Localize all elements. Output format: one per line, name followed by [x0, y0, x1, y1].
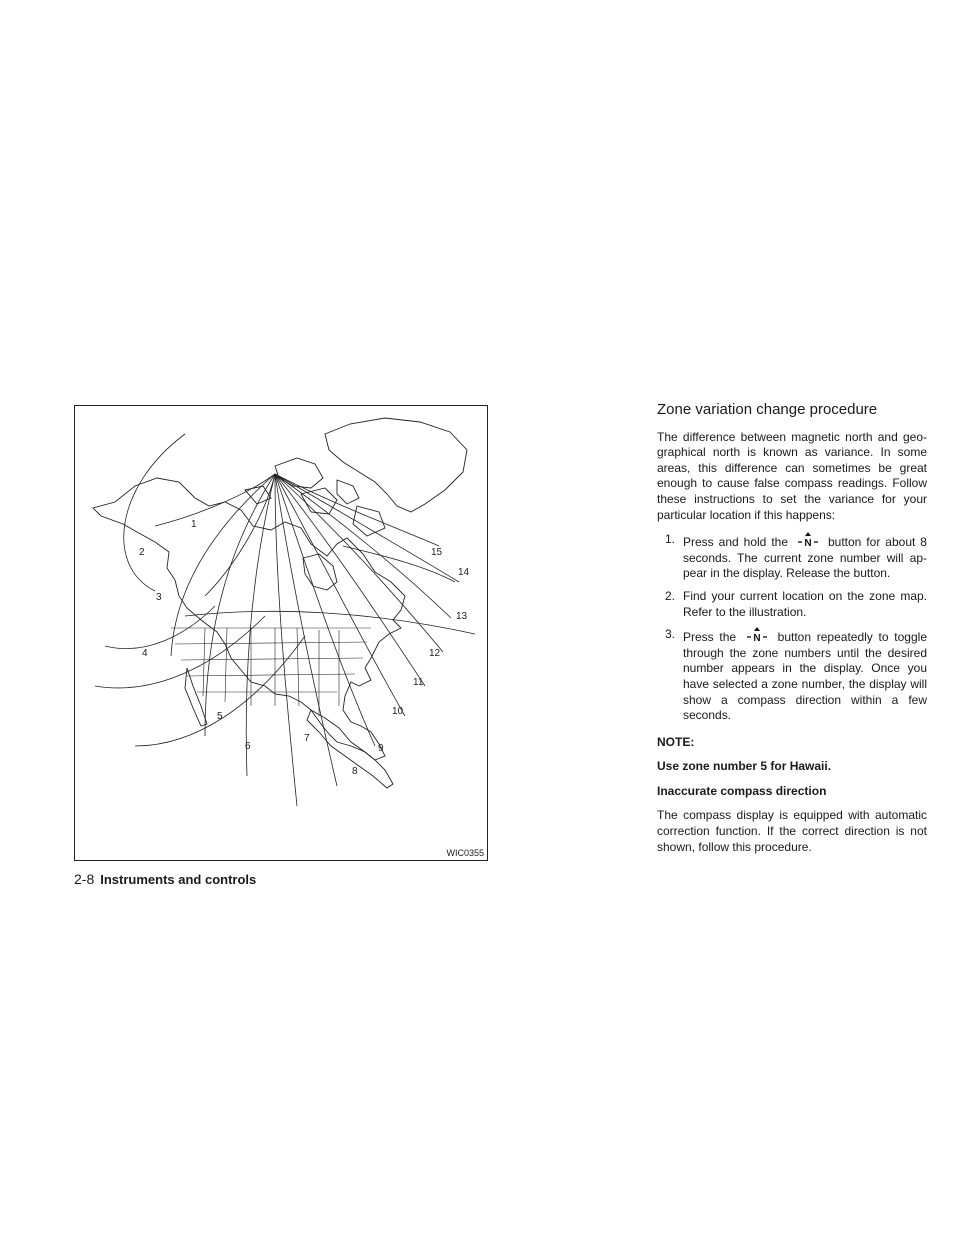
zone-lines: [155, 474, 459, 806]
zone-label-5: 5: [217, 711, 223, 722]
note-text: Use zone number 5 for Hawaii.: [657, 759, 832, 774]
zone-label-3: 3: [156, 592, 162, 603]
zone-label-6: 6: [245, 741, 251, 752]
zone-label-11: 11: [413, 677, 424, 688]
note-label: NOTE:: [657, 734, 695, 749]
zone-label-1: 1: [191, 519, 197, 530]
section-title: Instruments and controls: [100, 872, 257, 887]
zone-map-figure: [74, 405, 488, 861]
zone-label-7: 7: [304, 733, 310, 744]
page-number: 2-8: [74, 871, 95, 887]
subheading: Inaccurate compass direction: [657, 783, 827, 798]
figure-code: WIC0355: [446, 848, 484, 858]
text-column: [657, 402, 927, 864]
step-text-after: button for about 8 seconds. The current zone number will ap-pear in the display. Release the button.: [683, 535, 927, 581]
intro-paragraph: The difference between magnetic north and geo-graphical north is known as variance. In some areas, this difference can sometimes be great enough to cause false compass readings. Follow these instructions to set the variance for your particular location if this happens:: [657, 429, 927, 522]
zone-label-8: 8: [352, 766, 358, 777]
svg-text:N: N: [753, 633, 761, 645]
page-footer: [74, 871, 256, 887]
zone-label-4: 4: [142, 648, 148, 659]
step-number: 2.: [665, 588, 676, 603]
zone-label-15: 15: [431, 547, 443, 558]
zone-label-13: 13: [456, 611, 468, 622]
step-text: Find your current location on the zone map. Refer to the illustration.: [683, 588, 927, 619]
step-text-before: Press the: [683, 630, 737, 645]
step-1: [657, 532, 927, 582]
state-boundaries: [171, 628, 371, 716]
zone-label-2: 2: [139, 547, 145, 558]
zone-label-10: 10: [392, 706, 404, 717]
closing-paragraph: The compass display is equipped with automatic correction function. If the correct direction is not shown, follow this procedure.: [657, 808, 927, 854]
zone-label-12: 12: [429, 648, 441, 659]
zone-label-14: 14: [458, 567, 470, 578]
svg-text:N: N: [804, 538, 812, 550]
greenland-outline: [325, 418, 467, 512]
zone-map-illustration: [75, 406, 487, 860]
zone-label-9: 9: [378, 743, 384, 754]
step-3: [657, 627, 927, 724]
step-text-before: Press and hold the: [683, 535, 788, 550]
section-heading: Zone variation change procedure: [657, 401, 878, 418]
step-number: 1.: [665, 532, 676, 547]
step-2: [657, 589, 927, 620]
step-number: 3.: [665, 627, 676, 642]
compass-north-icon: [798, 532, 818, 550]
compass-north-icon: [747, 627, 767, 645]
step-text-after: button repeatedly to toggle through the zone numbers until the desired number appears in the display. Once you have selected a zone number, the display will show a compass direction within a few seconds.: [683, 630, 927, 723]
procedure-steps: [657, 532, 927, 724]
